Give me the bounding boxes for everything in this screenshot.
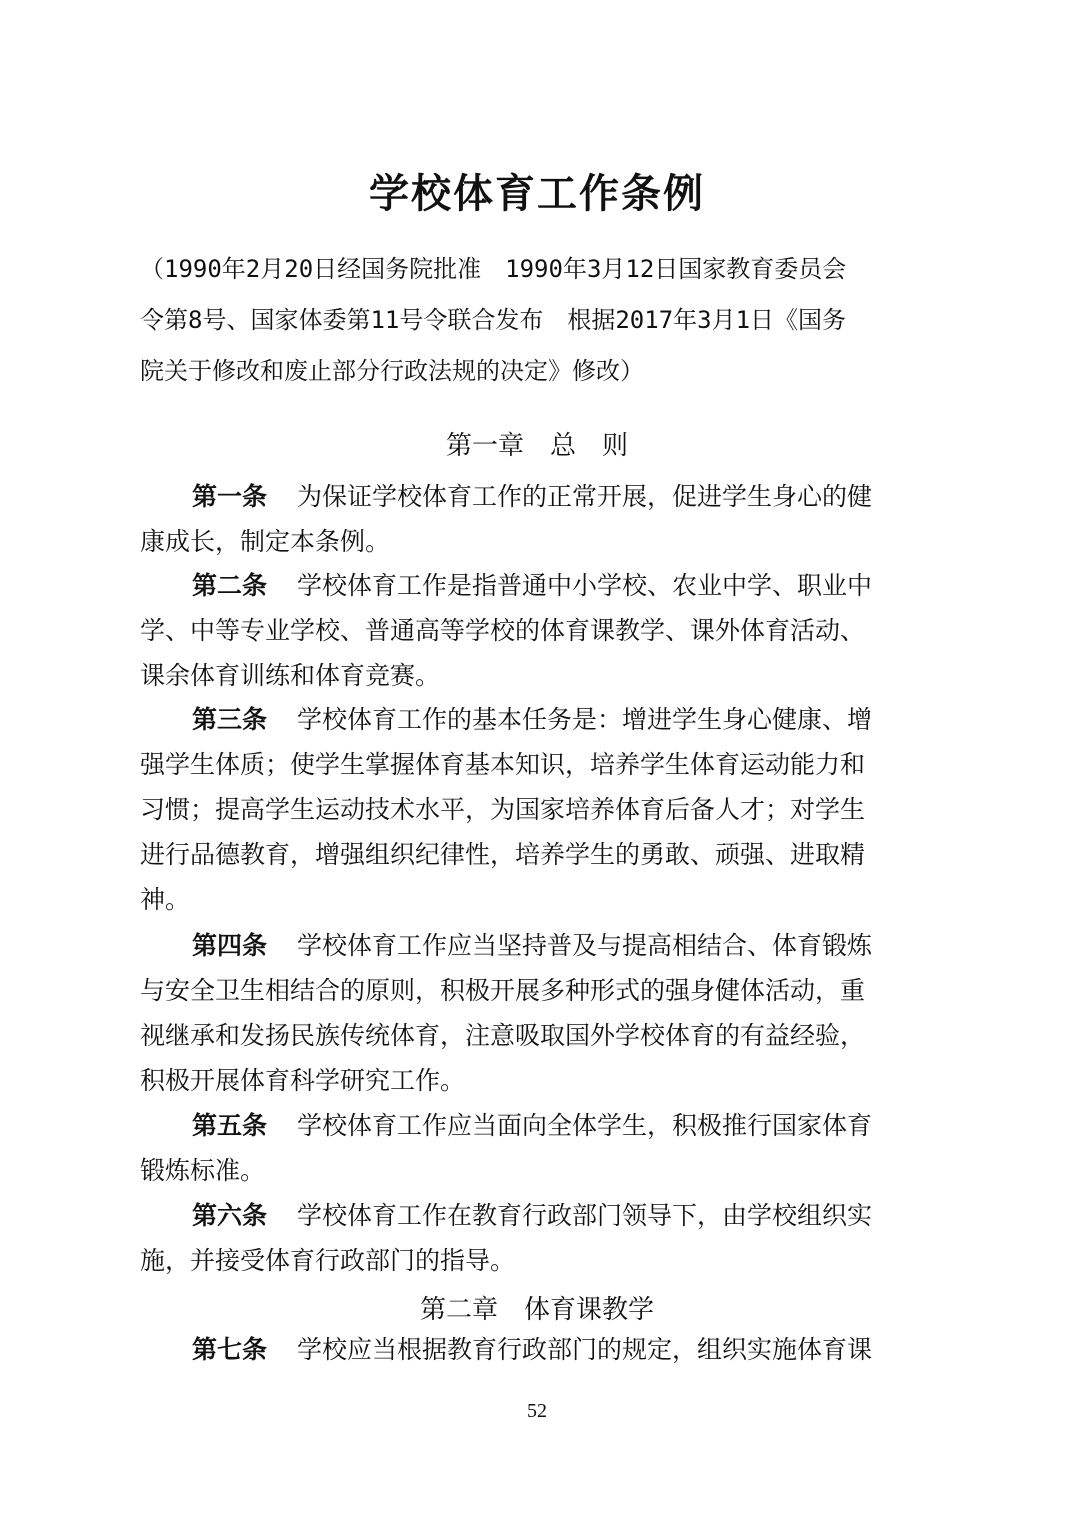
article-text-line: 学、中等专业学校、普通高等学校的体育课教学、课外体育活动、: [140, 616, 866, 645]
article-text-line: 习惯；提高学生运动技术水平，为国家培养体育后备人才；对学生: [140, 795, 866, 824]
subtitle-line: 院关于修改和废止部分行政法规的决定》修改）: [140, 357, 644, 385]
article: [140, 923, 942, 1103]
article: [140, 1327, 942, 1372]
page-number: 52: [527, 1400, 547, 1422]
article-text-line: 积极开展体育科学研究工作。: [140, 1066, 466, 1095]
article: [140, 474, 942, 564]
article-text-line: 学校体育工作是指普通中小学校、农业中学、职业中: [297, 571, 873, 600]
article-text-line: 为保证学校体育工作的正常开展，促进学生身心的健: [297, 482, 873, 511]
article-text-line: 学校体育工作应当坚持普及与提高相结合、体育锻炼: [297, 931, 873, 960]
article-label: 第一条: [192, 482, 268, 511]
article-text-line: 强学生体质；使学生掌握体育基本知识，培养学生体育运动能力和: [140, 750, 866, 779]
article-text-line: 学校应当根据教育行政部门的规定，组织实施体育课: [297, 1335, 873, 1364]
article-text-line: 神。: [140, 885, 191, 914]
article-text-line: 锻炼标准。: [140, 1156, 266, 1185]
article-text-line: 学校体育工作的基本任务是：增进学生身心健康、增: [297, 705, 873, 734]
document-subtitle: [140, 244, 940, 397]
article-text-line: 与安全卫生相结合的原则，积极开展多种形式的强身健体活动，重: [140, 976, 866, 1005]
article-text-line: 学校体育工作应当面向全体学生，积极推行国家体育: [297, 1111, 873, 1140]
article-text-line: 康成长，制定本条例。: [140, 527, 391, 556]
article-label: 第七条: [192, 1335, 268, 1364]
article-label: 第四条: [192, 931, 268, 960]
article: [140, 1193, 942, 1283]
article-label: 第六条: [192, 1201, 268, 1230]
chapter-heading: 第一章 总 则: [445, 431, 628, 461]
article-text-line: 施，并接受体育行政部门的指导。: [140, 1246, 516, 1275]
article-text-line: 视继承和发扬民族传统体育，注意吸取国外学校体育的有益经验，: [140, 1021, 866, 1050]
article-label: 第二条: [192, 571, 268, 600]
article-label: 第五条: [192, 1111, 268, 1140]
article-text-line: 进行品德教育，增强组织纪律性，培养学生的勇敢、顽强、进取精: [140, 840, 866, 869]
article-text-line: 课余体育训练和体育竞赛。: [140, 661, 441, 690]
chapter-heading: 第二章 体育课教学: [419, 1295, 654, 1325]
subtitle-line: （1990年2月20日经国务院批准 1990年3月12日国家教育委员会: [140, 255, 847, 283]
subtitle-line: 令第8号、国家体委第11号令联合发布 根据2017年3月1日《国务: [140, 306, 847, 334]
article: [140, 1103, 942, 1193]
document-title: 学校体育工作条例: [369, 170, 705, 217]
article-text-line: 学校体育工作在教育行政部门领导下，由学校组织实: [297, 1201, 873, 1230]
article: [140, 697, 942, 922]
article-label: 第三条: [192, 705, 268, 734]
article: [140, 563, 942, 698]
